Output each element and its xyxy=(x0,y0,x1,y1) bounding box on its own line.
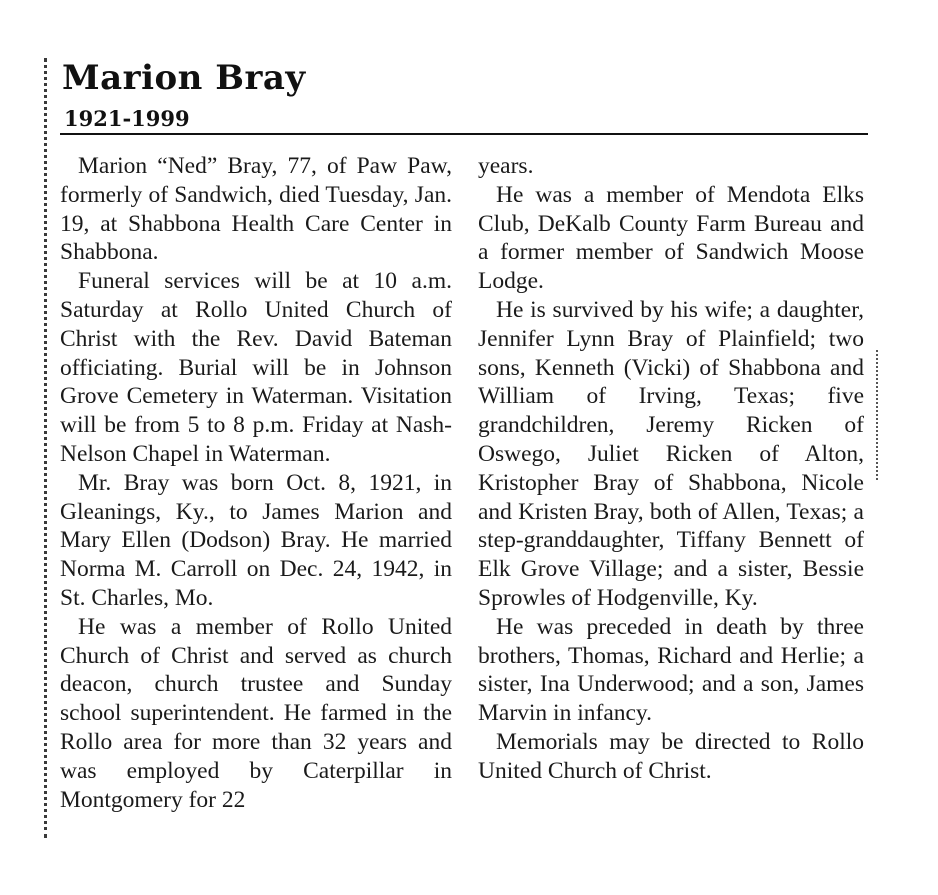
paragraph-funeral-services: Funeral services will be at 10 a.m. Saturday at Rollo United Church of Christ with the Rev. David Bateman officiating. Burial will be in Johnson Grove Cemetery in Waterman. Visitation will be from 5 to 8 p.m. Friday at Nash-Nelson Chapel in Waterman. xyxy=(60,268,452,467)
paragraph-church-career: He was a member of Rollo United Church of Christ and served as church deacon, church trustee and Sunday school superintendent. He farmed in the Rollo area for more than 32 years and was employed by Caterpillar in Montgomery for 22 xyxy=(60,613,452,813)
clipping-cut-edge xyxy=(44,58,47,838)
clipping-cut-edge-right xyxy=(876,350,878,480)
paragraph-memorials: Memorials may be directed to Rollo United Church of Christ. xyxy=(478,728,864,784)
obituary-name: Marion Bray xyxy=(62,58,306,98)
paragraph-memberships: He was a member of Mendota Elks Club, DeKalb County Farm Bureau and a former member of Sandwich Moose Lodge. xyxy=(478,181,864,295)
obituary-left-column xyxy=(60,152,452,814)
paragraph-birth-marriage: Mr. Bray was born Oct. 8, 1921, in Gleanings, Ky., to James Marion and Mary Ellen (Dodson) Bray. He married Norma M. Carroll on Dec. 24, 1942, in St. Charles, Mo. xyxy=(60,469,452,611)
paragraph-continuation: years. xyxy=(478,153,534,179)
header-rule xyxy=(60,133,868,135)
paragraph-preceded-in-death: He was preceded in death by three brothers, Thomas, Richard and Herlie; a sister, Ina Underwood; and a son, James Marvin in infancy. xyxy=(478,613,864,727)
paragraph-survivors: He is survived by his wife; a daughter, Jennifer Lynn Bray of Plainfield; two sons, Kenneth (Vicki) of Shabbona and William of Irving, Texas; five grandchildren, Jeremy Ricken of Oswego, Juliet Ricken of Alton, Kristopher Bray of Shabbona, Nicole and Kristen Bray, both of Allen, Texas; a step-granddaughter, Tiffany Bennett of Elk Grove Village; and a sister, Bessie Sprowles of Hodgenville, Ky. xyxy=(478,296,864,611)
obituary-right-column xyxy=(478,152,864,786)
paragraph-death-notice: Marion “Ned” Bray, 77, of Paw Paw, formerly of Sandwich, died Tuesday, Jan. 19, at Shabbona Health Care Center in Shabbona. xyxy=(60,153,452,266)
obituary-years: 1921-1999 xyxy=(64,106,190,131)
